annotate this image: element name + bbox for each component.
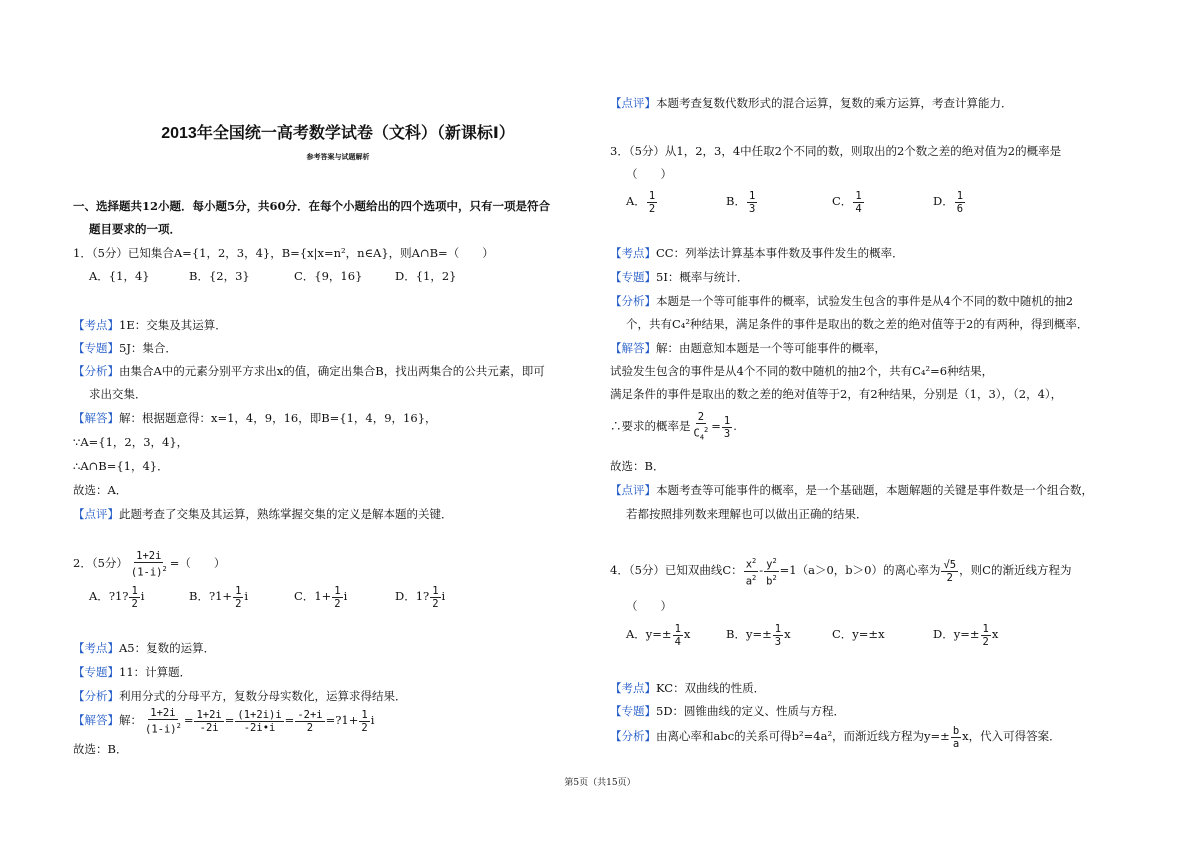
q4-fenxi: 【分析】由离心率和abc的关系可得b²=4a²，而渐近线方程为y=± $\frac{b}{a}$ x，代入可得答案． [610,724,1061,750]
q3-probability: ∴要求的概率是 $\frac{2}{C_4^2}$ = $\frac{1}{3}$ . [610,410,737,442]
fenxi-tag: 【分析】 [73,364,119,378]
document-title: 2013年全国统一高考数学试卷（文科）（新课标Ⅰ） [161,125,515,142]
q2-stem: 2．（5分） $\frac{1+2i}{(1-i)^2}$ =（ ） [73,549,226,579]
q1-option-b: B．{2，3} [189,269,250,283]
q3-dianping: 【点评】本题考查等可能事件的概率，是一个基础题，本题解题的关键是事件数是一个组合数， [610,483,1093,497]
q2-answer: 故选：B． [73,742,128,756]
q4-option-c: C．y=±x [832,627,885,641]
q2-option-c: C．1+ $\frac{1}{2}$ i [294,584,348,610]
q3-fenxi: 【分析】本题是一个等可能事件的概率，试验发生包含的事件是从4个不同的数中随机的抽2 [610,294,1074,308]
q1-zhuanti: 【专题】5J：集合． [73,341,177,355]
section-heading: 一、选择题共12小题．每小题5分，共60分．在每个小题给出的四个选项中，只有一项是符合 [73,199,551,213]
q1-option-d: D．{1，2} [395,269,457,283]
right-column [610,0,1140,848]
q1-dianping: 【点评】此题考查了交集及其运算，熟练掌握交集的定义是解本题的关键． [73,507,453,521]
q4-option-b: B．y=± $\frac{1}{3}$ x [726,622,791,648]
document-subtitle: 参考答案与试题解析 [306,152,370,161]
page-footer: 第5页（共15页） [564,778,636,788]
section-heading-cont: 题目要求的一项． [89,222,181,236]
q1-option-c: C．{9，16} [294,269,363,283]
q4-option-d: D．y=± $\frac{1}{2}$ x [933,622,999,648]
q3-answer: 故选：B． [610,459,665,473]
q2-option-a: A．?1? $\frac{1}{2}$ i [89,584,145,610]
q2-dianping: 【点评】本题考查复数代数形式的混合运算，复数的乘方运算，考查计算能力． [610,96,1013,110]
q3-option-b: B． $\frac{1}{3}$ [726,189,756,215]
q3-dianping-cont: 若都按照排列数来理解也可以做出正确的结果． [626,507,868,521]
left-column [73,0,603,848]
q1-fenxi: 【分析】由集合A中的元素分别平方求出x的值，确定出集合B，找出两集合的公共元素，即可 [73,364,545,378]
q1-fenxi-cont: 求出交集． [89,387,147,401]
q2-zhuanti: 【专题】11：计算题． [73,665,192,679]
jieda-tag: 【解答】 [73,411,119,425]
q3-jieda-line3: 满足条件的事件是取出的数之差的绝对值等于2，有2种结果，分别是（1，3），（2，4）， [610,387,1063,401]
q3-stem-cont: （ ） [626,167,672,181]
q4-stem: 4．（5分）已知双曲线C： $\frac{x^2}{a^2}$ - $\frac{y^2}{b^2}$ =1（a＞0，b＞0）的离心率为 $\frac{√5}{2}$ ，则C的渐近线方程为 [610,557,1072,587]
q3-option-c: C． $\frac{1}{4}$ [832,189,862,215]
q1-jieda-line3: ∴A∩B={1，4}． [73,459,169,473]
q1-jieda-line2: ∵A={1，2，3，4}， [73,435,189,449]
q3-kaodian: 【考点】CC：列举法计算基本事件数及事件发生的概率． [610,246,904,260]
q4-stem-cont: （ ） [626,599,672,613]
q3-jieda: 【解答】解：由题意知本题是一个等可能事件的概率， [610,341,886,355]
q3-fenxi-cont: 个，共有C₄²种结果，满足条件的事件是取出的数之差的绝对值等于2的有两种，得到概率． [626,317,1089,331]
q1-jieda: 【解答】解：根据题意得：x=1，4，9，16，即B={1，4，9，16}， [73,411,437,425]
q1-kaodian: 【考点】1E：交集及其运算． [73,318,227,332]
q3-jieda-line2: 试验发生包含的事件是从4个不同的数中随机的抽2个，共有C₄²=6种结果， [610,364,994,378]
q2-fenxi: 【分析】利用分式的分母平方，复数分母实数化，运算求得结果． [73,689,407,703]
q1-answer: 故选：A． [73,483,128,497]
q1-option-a: A．{1，4} [89,269,150,283]
dianping-tag: 【点评】 [73,507,119,521]
q1-stem: 1．（5分）已知集合A={1，2，3，4}，B={x|x=n²，n∈A}，则A∩B=（ ） [73,246,494,260]
q4-kaodian: 【考点】KC：双曲线的性质． [610,681,766,695]
q2-fraction: $\frac{1+2i}{(1-i)^2}$ [130,549,167,579]
q4-option-a: A．y=± $\frac{1}{4}$ x [626,622,691,648]
q3-option-d: D． $\frac{1}{6}$ [933,189,964,215]
q2-option-b: B．?1+ $\frac{1}{2}$ i [189,584,249,610]
q2-kaodian: 【考点】A5：复数的运算． [73,641,216,655]
zhuanti-tag: 【专题】 [73,341,119,355]
q3-stem: 3．（5分）从1，2，3，4中任取2个不同的数，则取出的2个数之差的绝对值为2的概率是 [610,144,1062,158]
q3-option-a: A． $\frac{1}{2}$ [626,189,656,215]
q2-option-d: D．1? $\frac{1}{2}$ i [395,584,446,610]
q3-zhuanti: 【专题】5I：概率与统计． [610,270,749,284]
kaodian-tag: 【考点】 [73,318,119,332]
q4-zhuanti: 【专题】5D：圆锥曲线的定义、性质与方程． [610,704,846,718]
q2-jieda: 【解答】解： $\frac{1+2i}{(1-i)^2}$ = $\frac{1+2i}{-2i}$ = $\frac{(1+2i)i}{-2i•i}$ = $\frac{-2+i}{2}$ =?1+ $\frac{1}{2}$ i [73,706,375,736]
